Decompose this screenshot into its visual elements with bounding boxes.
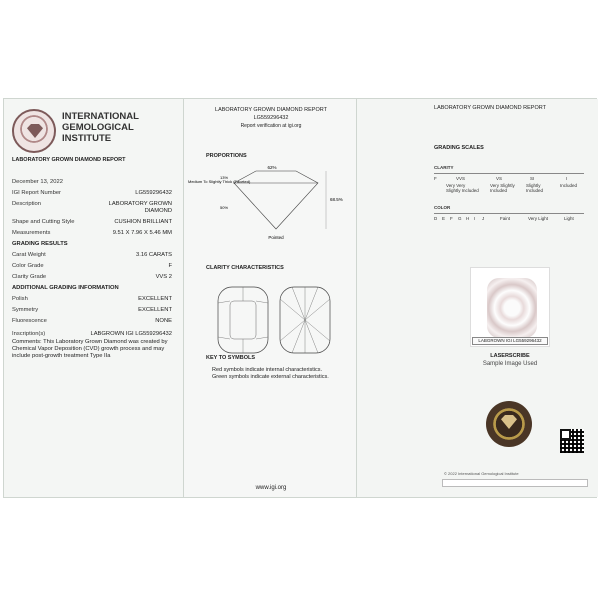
key-red: Red symbols indicate internal characteristics. (212, 367, 323, 373)
detail-row (12, 230, 172, 237)
org-line-2: GEMOLOGICAL (62, 122, 134, 133)
cushion-diamond-image (487, 278, 537, 338)
website: www.igi.org (255, 485, 287, 491)
diamond-icon (501, 415, 517, 429)
detail-label: Shape and Cutting Style (12, 219, 75, 225)
diamond-report (3, 98, 597, 498)
clarity-grade: I (566, 176, 568, 181)
sample-image-note: Sample Image Used (482, 361, 538, 367)
inscription-row (12, 331, 172, 338)
color-grade: D (434, 216, 438, 221)
detail-value: LABORATORY GROWN DIAMOND (108, 201, 172, 214)
color-grade: J (482, 216, 485, 221)
clarity-grade: SI (530, 176, 535, 181)
org-line-1: INTERNATIONAL (62, 111, 139, 122)
color-grade: G (458, 216, 462, 221)
detail-row (12, 201, 172, 215)
key-green: Green symbols indicate external characteristics. (212, 374, 329, 380)
grading-label: Carat Weight (12, 252, 46, 258)
org-name (62, 111, 139, 144)
report-verification: Report verification at igi.org (240, 123, 302, 129)
proportions-diagram (184, 161, 358, 251)
detail-label: IGI Report Number (12, 190, 61, 196)
additional-value: EXCELLENT (138, 307, 172, 313)
right-report-title: LABORATORY GROWN DIAMOND REPORT (434, 105, 546, 111)
color-grade: I (474, 216, 476, 221)
date-row (12, 179, 172, 186)
grading-value: F (168, 263, 172, 269)
clarity-grade: VVS (456, 176, 466, 181)
grading-scales-panel (360, 99, 598, 497)
report-summary-panel (4, 99, 180, 497)
detail-label: Measurements (12, 230, 51, 236)
color-word: Light (564, 216, 574, 221)
girdle-label: Medium To Slightly Thick (Faceted) (188, 179, 251, 184)
mid-report-number: LG559296432 (253, 115, 289, 121)
detail-value: CUSHION BRILLIANT (114, 219, 172, 225)
igi-logo-seal-icon (12, 109, 56, 153)
detail-value: LG559296432 (135, 190, 172, 196)
clarity-scale-line (434, 173, 584, 174)
grading-row (12, 274, 172, 281)
report-title: LABORATORY GROWN DIAMOND REPORT (12, 157, 126, 163)
additional-value: NONE (155, 318, 172, 324)
clarity-word: Included (560, 183, 578, 188)
grading-scales-heading: GRADING SCALES (434, 145, 484, 151)
inscription-value: LABGROWN IGI LG559296432 (90, 331, 172, 337)
additional-value: EXCELLENT (138, 296, 172, 302)
mid-report-title: LABORATORY GROWN DIAMOND REPORT (215, 107, 327, 113)
grading-label: Clarity Grade (12, 274, 47, 280)
report-details (12, 179, 172, 360)
crown-table (230, 301, 256, 339)
pavilion-percent: 50% (220, 205, 229, 210)
detail-row (12, 219, 172, 226)
clarity-heading: CLARITY CHARACTERISTICS (206, 265, 284, 271)
table-percent: 62% (267, 165, 277, 170)
grading-value: VVS 2 (155, 274, 172, 280)
key-heading: KEY TO SYMBOLS (206, 355, 256, 361)
grading-label: Color Grade (12, 263, 44, 269)
color-scale-label: COLOR (434, 205, 451, 210)
crown-percent: 13% (220, 175, 229, 180)
qr-code-icon[interactable] (560, 429, 584, 453)
clarity-word: Very Slightly Included (490, 183, 515, 193)
diamond-icon (27, 124, 43, 138)
clarity-word: Slightly Included (526, 183, 544, 193)
proportions-heading: PROPORTIONS (206, 153, 247, 159)
report-date: December 13, 2022 (12, 179, 63, 185)
clarity-word: Very Very Slightly Included (446, 183, 479, 193)
clarity-grade: VS (496, 176, 503, 181)
color-word: Faint (500, 216, 511, 221)
grading-value: 3.16 CARATS (136, 252, 172, 258)
color-word: Very Light (528, 216, 549, 221)
proportions-panel (183, 99, 357, 497)
clarity-grade: F (434, 176, 437, 181)
additional-label: Polish (12, 296, 28, 302)
inscription-label: Inscription(s) (12, 331, 46, 337)
grading-heading: GRADING RESULTS (12, 241, 68, 247)
org-line-3: INSTITUTE (62, 133, 112, 144)
clarity-scale-label: CLARITY (434, 165, 454, 170)
color-grade: E (442, 216, 446, 221)
inscription-photo-label: LABGROWN IGI LG559296432 (472, 337, 548, 345)
additional-row (12, 296, 172, 303)
additional-row (12, 318, 172, 325)
detail-row (12, 190, 172, 197)
grading-row (12, 252, 172, 259)
detail-label: Description (12, 201, 41, 207)
laserscribe-label: LASERSCRIBE (490, 353, 530, 359)
additional-label: Symmetry (12, 307, 39, 313)
culet-label: Pointed (268, 235, 284, 240)
color-grade: H (466, 216, 470, 221)
comments: Comments: This Laboratory Grown Diamond was created by Chemical Vapor Deposition (CVD) growth process and may include post-growth treatment Type IIa (12, 339, 168, 359)
hologram-seal-icon (486, 401, 532, 447)
additional-label: Fluorescence (12, 318, 47, 324)
color-grade: F (450, 216, 453, 221)
grading-row (12, 263, 172, 270)
additional-heading: ADDITIONAL GRADING INFORMATION (12, 285, 119, 291)
copyright: © 2022 International Gemological Institute (444, 471, 519, 476)
depth-percent: 68.5% (330, 197, 343, 202)
diamond-photo (470, 267, 550, 347)
additional-row (12, 307, 172, 314)
color-scale-line (434, 213, 584, 214)
detail-value: 9.51 X 7.96 X 5.46 MM (112, 230, 172, 236)
security-strip (442, 479, 588, 487)
